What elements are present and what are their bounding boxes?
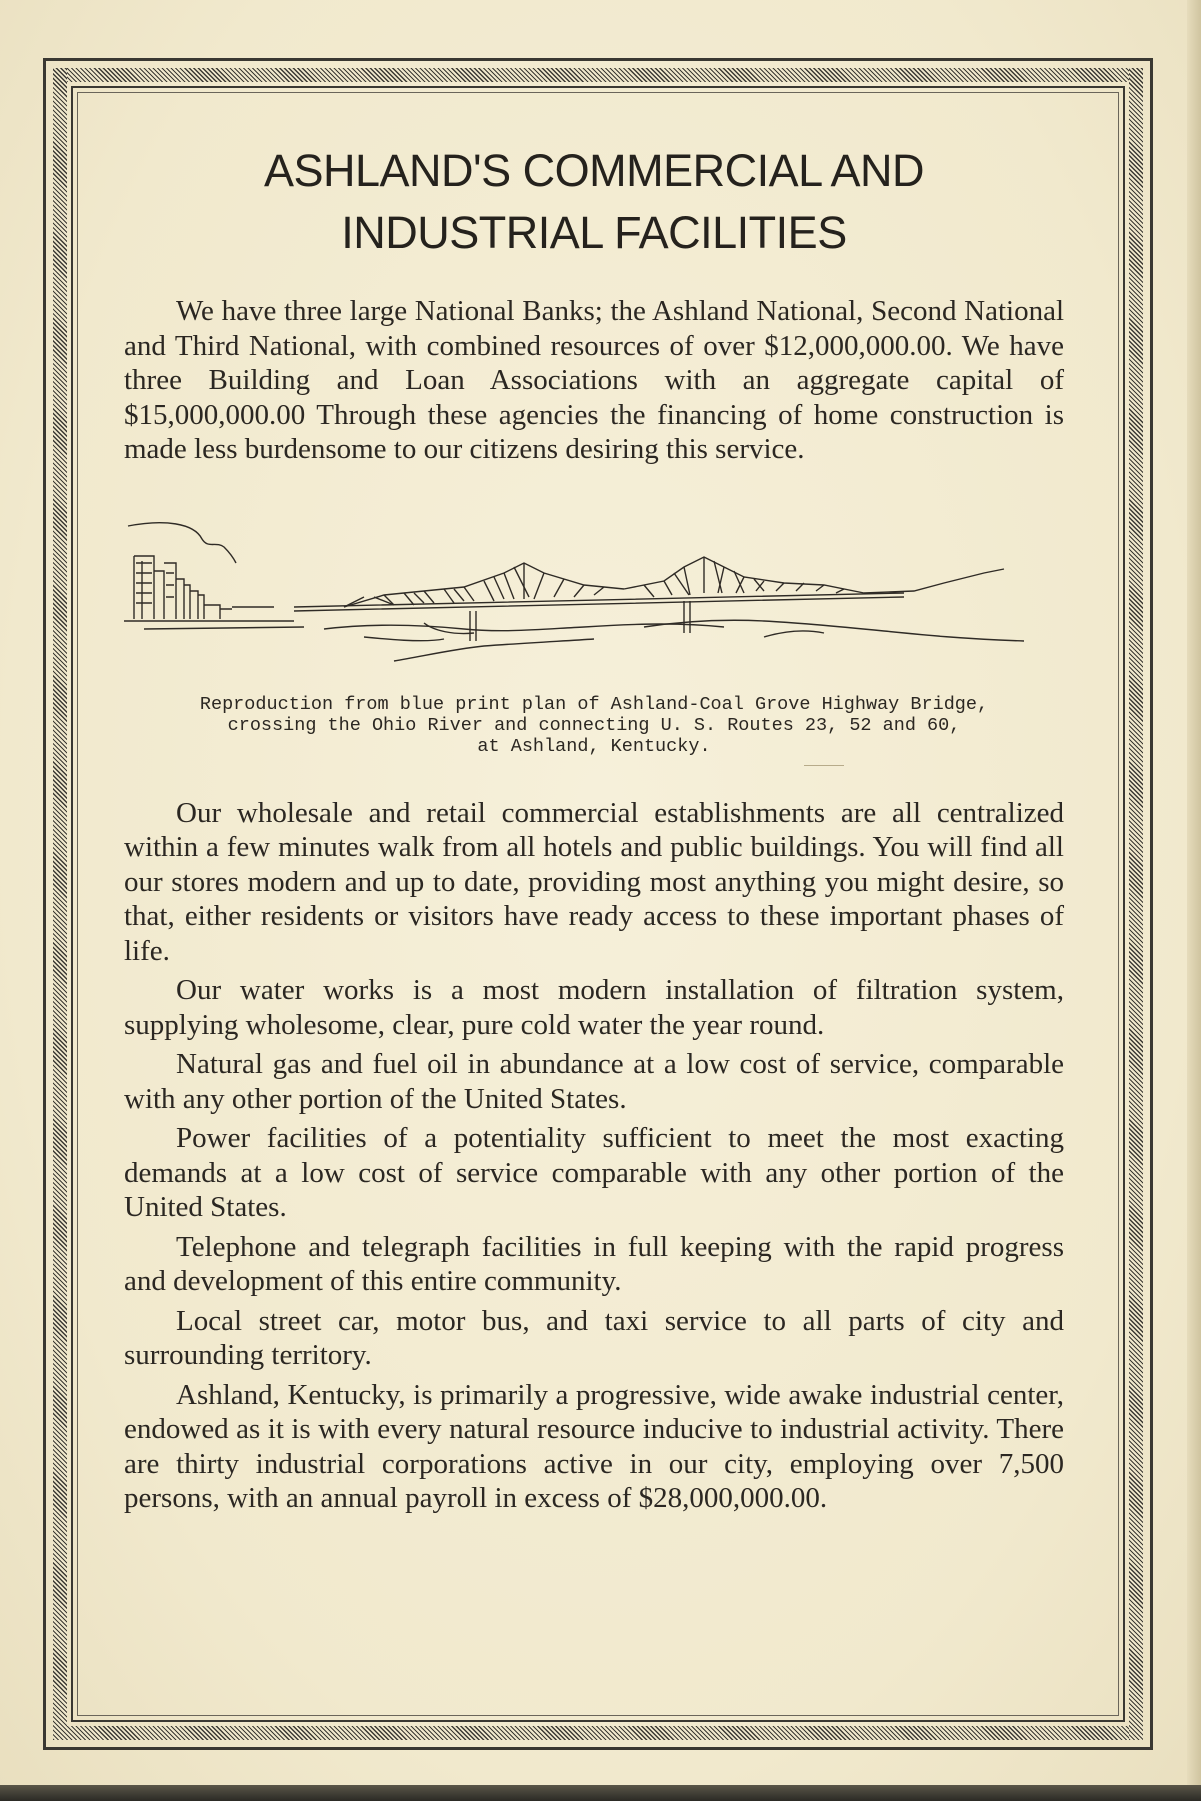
paragraph-water: Our water works is a most modern installation of filtration system, supplying wholesome, clear, pure cold water the year round. [124, 974, 1064, 1041]
page-edge [1187, 0, 1201, 1801]
bridge-drawing [124, 511, 1064, 686]
title-line-2: INDUSTRIAL FACILITIES [341, 207, 847, 258]
frame-hatch-left [53, 68, 67, 1740]
caption-line-2: crossing the Ohio River and connecting U. S. Routes 23, 52 and 60, [227, 714, 961, 736]
scan-bottom-edge [0, 1785, 1201, 1801]
paragraph-telephone: Telephone and telegraph facilities in full keeping with the rapid progress and development of this entire community. [124, 1230, 1064, 1297]
facilities-section [124, 796, 1064, 1516]
paragraph-power: Power facilities of a potentiality sufficient to meet the most exacting demands at a low cost of service comparable with any other portion of the United States. [124, 1122, 1064, 1223]
caption-line-1: Reproduction from blue print plan of Ashland-Coal Grove Highway Bridge, [199, 693, 989, 715]
bridge-illustration [124, 511, 1064, 686]
paragraph-commercial: Our wholesale and retail commercial establishments are all centralized within a few minutes walk from all hotels and public buildings. You will find all our stores modern and up to date, providing most anything you might desire, so that, either residents or visitors have ready access to these important phases of life. [124, 796, 1064, 967]
frame-hatch-right [1129, 68, 1143, 1740]
paragraph-banks: We have three large National Banks; the Ashland National, Second National and Third National, with combined resources of over $12,000,000.00. We have three Building and Loan Associations with an aggregate capital of $15,000,000.00 Through these agencies the financing of home construction is made less burdensome to our citizens desiring this service. [124, 295, 1064, 465]
title-line-1: ASHLAND'S COMMERCIAL AND [263, 145, 925, 196]
caption-line-3: at Ashland, Kentucky. [477, 735, 711, 757]
frame-hatch-bottom [53, 1726, 1143, 1740]
frame-hatch-top [53, 68, 1143, 82]
divider-rule [804, 765, 844, 766]
page-content [124, 140, 1064, 1516]
paragraph-industrial: Ashland, Kentucky, is primarily a progressive, wide awake industrial center, endowed as it is with every natural resource inducive to industrial activity. There are thirty industrial corporations active in our city, employing over 7,500 persons, with an annual payroll in excess of $28,000,000.00. [124, 1378, 1064, 1514]
page-title [124, 140, 1064, 264]
illustration-caption [124, 694, 1064, 757]
paragraph-transit: Local street car, motor bus, and taxi service to all parts of city and surrounding territory. [124, 1304, 1064, 1371]
paragraph-gas: Natural gas and fuel oil in abundance at a low cost of service, comparable with any other portion of the United States. [124, 1048, 1064, 1115]
